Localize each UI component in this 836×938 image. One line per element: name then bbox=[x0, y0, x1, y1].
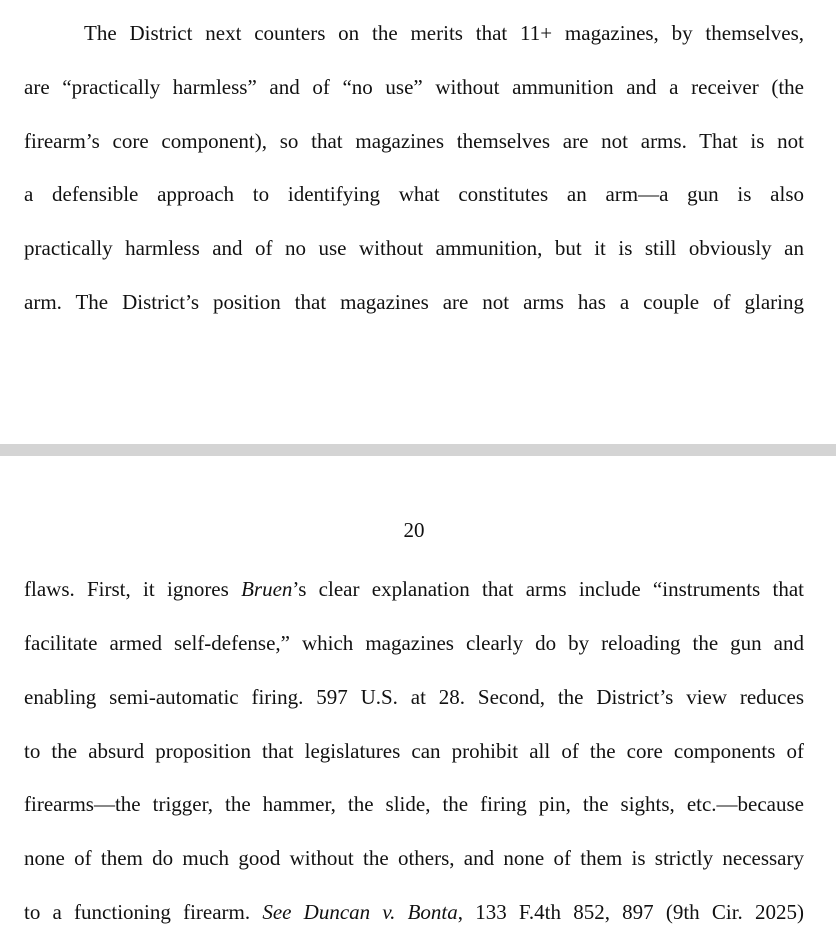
document-page-lower bbox=[0, 456, 836, 938]
paragraph-line-6: arm. The District’s position that magazines are not arms has a couple of glaring bbox=[24, 290, 804, 314]
paragraph-line-1: The District next counters on the merits that 11+ magazines, by themselves, bbox=[84, 21, 804, 45]
page-separator bbox=[0, 444, 836, 456]
paragraph-line-4: a defensible approach to identifying what constitutes an arm—a gun is also bbox=[24, 182, 804, 206]
paragraph-line-10: to the absurd proposition that legislatures can prohibit all of the core components of bbox=[24, 739, 804, 763]
text-run: ’s clear explanation that arms include “instruments that bbox=[292, 577, 804, 601]
paragraph-line-7 bbox=[24, 574, 804, 604]
paragraph-line-5: practically harmless and of no use without ammunition, but it is still obviously an bbox=[24, 236, 804, 260]
citation-see-duncan: See Duncan v. Bonta bbox=[262, 900, 458, 924]
paragraph-line-2: are “practically harmless” and of “no use” without ammunition and a receiver (the bbox=[24, 75, 804, 99]
paragraph-line-12: none of them do much good without the others, and none of them is strictly necessary bbox=[24, 846, 804, 870]
text-run: , 133 F.4th 852, 897 (9th Cir. 2025) bbox=[457, 900, 804, 924]
text-run: to a functioning firearm. bbox=[24, 900, 263, 924]
paragraph-line-3: firearm’s core component), so that magazines themselves are not arms. That is not bbox=[24, 129, 804, 153]
document-page-upper bbox=[0, 0, 836, 444]
page-number: 20 bbox=[403, 518, 425, 542]
case-name-bruen: Bruen bbox=[241, 577, 293, 601]
paragraph-line-13 bbox=[24, 897, 804, 927]
text-run: flaws. First, it ignores bbox=[24, 577, 242, 601]
paragraph-line-8: facilitate armed self-defense,” which magazines clearly do by reloading the gun and bbox=[24, 631, 804, 655]
paragraph-line-11: firearms—the trigger, the hammer, the slide, the firing pin, the sights, etc.—because bbox=[24, 792, 804, 816]
paragraph-line-9: enabling semi-automatic firing. 597 U.S. at 28. Second, the District’s view reduces bbox=[24, 685, 804, 709]
